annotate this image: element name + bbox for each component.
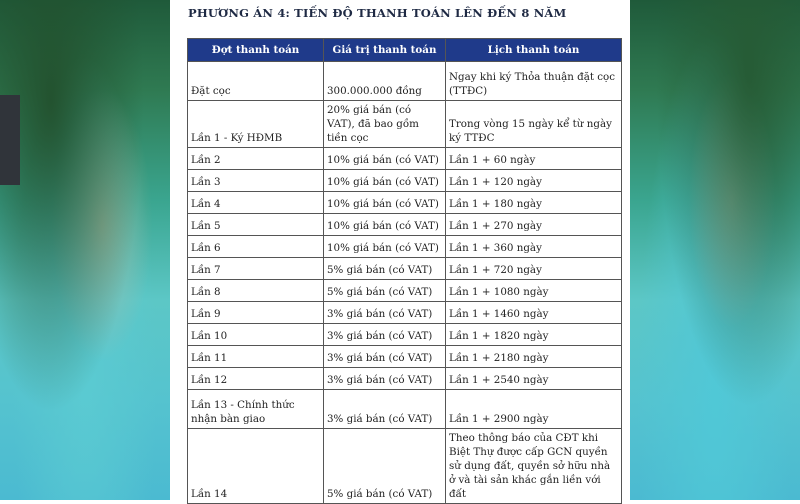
table-row <box>188 429 622 504</box>
table-row <box>188 192 622 214</box>
cell-installment: Lần 3 <box>188 170 324 192</box>
cell-amount: 5% giá bán (có VAT) <box>324 429 446 504</box>
cell-amount: 3% giá bán (có VAT) <box>324 346 446 368</box>
cell-installment: Lần 12 <box>188 368 324 390</box>
cell-installment: Lần 9 <box>188 302 324 324</box>
table-row <box>188 214 622 236</box>
table-row <box>188 302 622 324</box>
cell-installment: Lần 14 <box>188 429 324 504</box>
table-row <box>188 170 622 192</box>
cell-amount: 5% giá bán (có VAT) <box>324 280 446 302</box>
document-panel <box>170 0 630 500</box>
cell-schedule: Lần 1 + 60 ngày <box>446 148 622 170</box>
cell-schedule: Lần 1 + 270 ngày <box>446 214 622 236</box>
table-row <box>188 280 622 302</box>
cell-schedule: Lần 1 + 1080 ngày <box>446 280 622 302</box>
cell-amount: 3% giá bán (có VAT) <box>324 368 446 390</box>
table-row <box>188 101 622 148</box>
background-right-coast <box>630 0 800 500</box>
cell-schedule: Lần 1 + 1460 ngày <box>446 302 622 324</box>
cell-installment: Lần 2 <box>188 148 324 170</box>
cell-amount: 10% giá bán (có VAT) <box>324 148 446 170</box>
cell-amount: 10% giá bán (có VAT) <box>324 192 446 214</box>
cell-installment: Lần 11 <box>188 346 324 368</box>
cell-amount: 3% giá bán (có VAT) <box>324 324 446 346</box>
cell-amount: 20% giá bán (có VAT), đã bao gồm tiền cọc <box>324 101 446 148</box>
cell-installment: Lần 10 <box>188 324 324 346</box>
cell-schedule: Lần 1 + 2900 ngày <box>446 390 622 429</box>
cell-schedule: Lần 1 + 180 ngày <box>446 192 622 214</box>
header-installment: Đợt thanh toán <box>188 39 324 62</box>
table-row <box>188 390 622 429</box>
cell-schedule: Lần 1 + 1820 ngày <box>446 324 622 346</box>
cell-amount: 10% giá bán (có VAT) <box>324 214 446 236</box>
cell-schedule: Ngay khi ký Thỏa thuận đặt cọc (TTĐC) <box>446 62 622 101</box>
cell-schedule: Lần 1 + 2540 ngày <box>446 368 622 390</box>
table-row <box>188 62 622 101</box>
table-row <box>188 258 622 280</box>
cell-schedule: Lần 1 + 720 ngày <box>446 258 622 280</box>
header-amount: Giá trị thanh toán <box>324 39 446 62</box>
cell-amount: 3% giá bán (có VAT) <box>324 390 446 429</box>
cell-amount: 300.000.000 đồng <box>324 62 446 101</box>
table-row <box>188 236 622 258</box>
cell-installment: Lần 7 <box>188 258 324 280</box>
cell-installment: Lần 8 <box>188 280 324 302</box>
cell-installment: Lần 6 <box>188 236 324 258</box>
cell-amount: 10% giá bán (có VAT) <box>324 236 446 258</box>
cell-schedule: Trong vòng 15 ngày kể từ ngày ký TTĐC <box>446 101 622 148</box>
background-building <box>0 95 20 185</box>
table-row <box>188 368 622 390</box>
cell-installment: Đặt cọc <box>188 62 324 101</box>
cell-amount: 5% giá bán (có VAT) <box>324 258 446 280</box>
cell-installment: Lần 13 - Chính thức nhận bàn giao <box>188 390 324 429</box>
cell-schedule: Lần 1 + 360 ngày <box>446 236 622 258</box>
cell-amount: 3% giá bán (có VAT) <box>324 302 446 324</box>
table-row <box>188 346 622 368</box>
cell-installment: Lần 1 - Ký HĐMB <box>188 101 324 148</box>
table-header-row <box>188 39 622 62</box>
background-left-coast <box>0 0 170 500</box>
cell-installment: Lần 5 <box>188 214 324 236</box>
header-schedule: Lịch thanh toán <box>446 39 622 62</box>
page-title: PHƯƠNG ÁN 4: TIẾN ĐỘ THANH TOÁN LÊN ĐẾN 8 NĂM <box>188 6 567 20</box>
payment-schedule-table <box>187 38 622 504</box>
cell-amount: 10% giá bán (có VAT) <box>324 170 446 192</box>
cell-schedule: Lần 1 + 120 ngày <box>446 170 622 192</box>
cell-schedule: Lần 1 + 2180 ngày <box>446 346 622 368</box>
table-row <box>188 324 622 346</box>
cell-schedule: Theo thông báo của CĐT khi Biệt Thự được cấp GCN quyền sử dụng đất, quyền sở hữu nhà ở và tài sản khác gắn liền với đất <box>446 429 622 504</box>
cell-installment: Lần 4 <box>188 192 324 214</box>
table-row <box>188 148 622 170</box>
